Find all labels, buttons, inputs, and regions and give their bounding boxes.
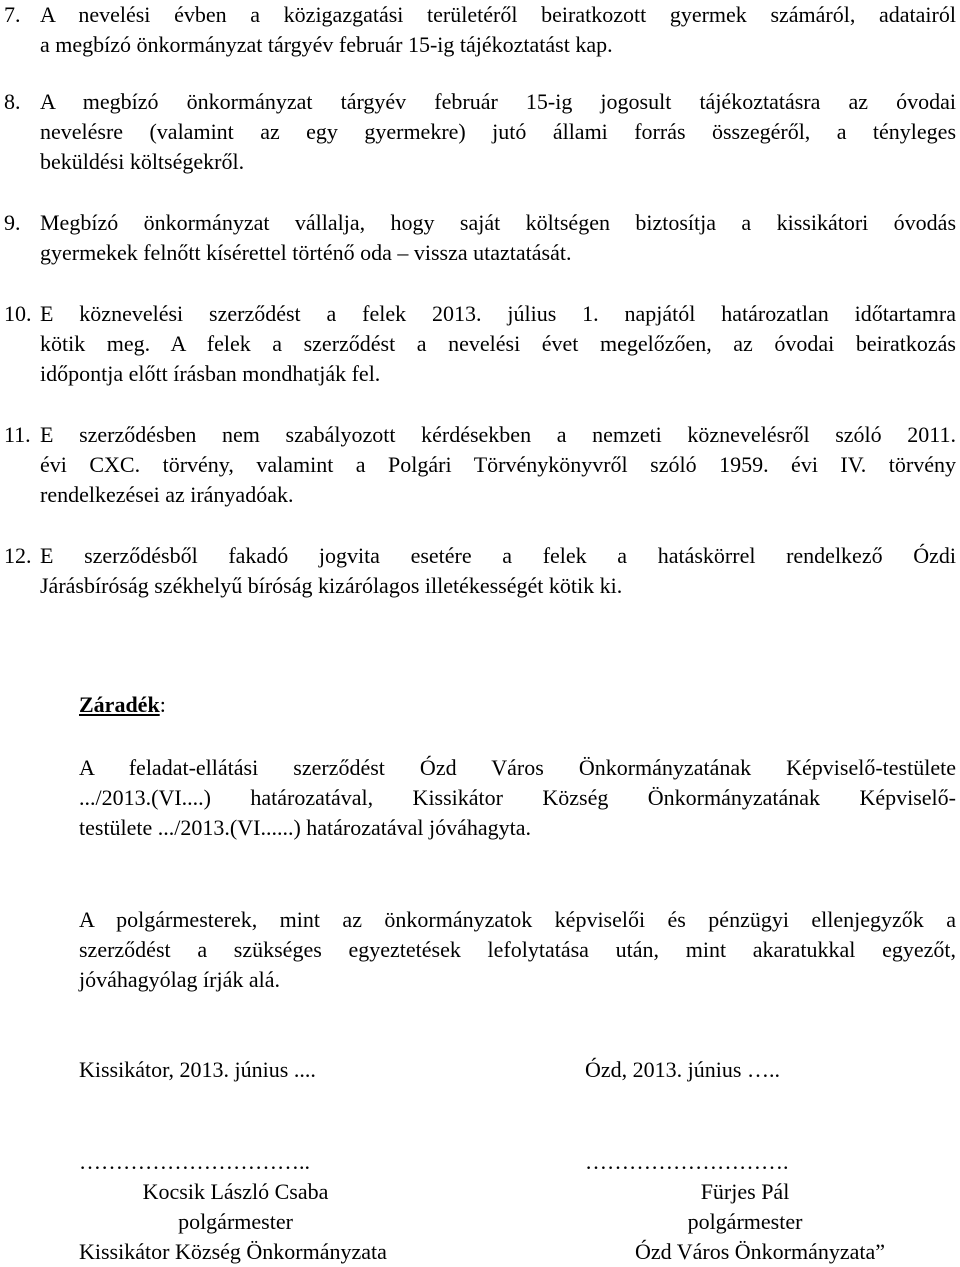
signature-line: ………………………….. — [79, 1149, 310, 1174]
clause-line: beküldési költségekről. — [40, 149, 245, 174]
clause-line: gyermekek felnőtt kísérettel történő oda – vissza utaztatását. — [40, 240, 572, 265]
place-date: Ózd, 2013. június ….. — [585, 1057, 780, 1082]
heading-colon: : — [159, 692, 166, 717]
clause-line: Megbízó önkormányzat vállalja, hogy saját költségen biztosítja a kissikátori óvodás — [40, 210, 956, 235]
approval-paragraph — [79, 753, 956, 843]
left-place-date — [79, 1055, 439, 1085]
paragraph-line: jóváhagyólag írják alá. — [79, 967, 280, 992]
clause-line: időpontja előtt írásban mondhatják fel. — [40, 361, 381, 386]
clause-line: rendelkezései az irányadóak. — [40, 482, 294, 507]
clause-line: A nevelési évben a közigazgatási területéről beiratkozott gyermek számáról, adatairól — [40, 2, 956, 27]
clause-line: nevelésre (valamint az egy gyermekre) jutó állami forrás összegéről, a tényleges — [40, 119, 956, 144]
clause-text — [40, 541, 956, 601]
place-date: Kissikátor, 2013. június .... — [79, 1057, 316, 1082]
clause-number: 9. — [4, 210, 21, 235]
clause-number: 10. — [4, 301, 32, 326]
clause-line: E szerződésből fakadó jogvita esetére a felek a hatáskörrel rendelkező Ózdi — [40, 543, 956, 568]
clause-line: Járásbíróság székhelyű bíróság kizárólagos illetékességét kötik ki. — [40, 573, 623, 598]
clause-text — [40, 87, 956, 177]
clause-line: a megbízó önkormányzat tárgyév február 15-ig tájékoztatást kap. — [40, 32, 613, 57]
signer-name: Kocsik László Csaba — [142, 1179, 329, 1204]
signing-paragraph — [79, 905, 956, 995]
paragraph-line: A feladat-ellátási szerződést Ózd Város Önkormányzatának Képviselő-testülete — [79, 755, 956, 780]
clause-heading — [79, 690, 166, 720]
clause-number: 11. — [4, 422, 31, 447]
signer-role: polgármester — [178, 1209, 293, 1234]
paragraph-line: testülete .../2013.(VI......) határozatával jóváhagyta. — [79, 815, 532, 840]
clause-line: évi CXC. törvény, valamint a Polgári Törvénykönyvről szóló 1959. évi IV. törvény — [40, 452, 956, 477]
signature-line: ………………………. — [585, 1149, 789, 1174]
paragraph-line: .../2013.(VI....) határozatával, Kissikátor Község Önkormányzatának Képviselő- — [79, 785, 956, 810]
clause-number: 8. — [4, 89, 21, 114]
right-place-date — [585, 1055, 955, 1085]
clause-line: E köznevelési szerződést a felek 2013. július 1. napjától határozatlan időtartamra — [40, 301, 956, 326]
signer-name: Fürjes Pál — [700, 1179, 790, 1204]
left-signature-block — [79, 1147, 439, 1267]
clause-line: kötik meg. A felek a szerződést a nevelési évet megelőzően, az óvodai beiratkozás — [40, 331, 956, 356]
clause-text — [40, 299, 956, 389]
paragraph-line: A polgármesterek, mint az önkormányzatok képviselői és pénzügyi ellenjegyzők a — [79, 907, 956, 932]
signer-organization: Ózd Város Önkormányzata” — [635, 1239, 886, 1264]
signer-role: polgármester — [687, 1209, 803, 1234]
clause-line: A megbízó önkormányzat tárgyév február 15-ig jogosult tájékoztatásra az óvodai — [40, 89, 956, 114]
clause-text — [40, 420, 956, 510]
clause-text — [40, 208, 956, 268]
heading-text: Záradék — [79, 692, 160, 717]
signer-organization: Kissikátor Község Önkormányzata — [79, 1239, 387, 1264]
paragraph-line: szerződést a szükséges egyeztetések lefolytatása után, mint akaratukkal egyezőt, — [79, 937, 956, 962]
clause-number: 12. — [4, 543, 32, 568]
clause-number: 7. — [4, 2, 21, 27]
clause-text — [40, 0, 956, 60]
right-signature-block — [585, 1147, 955, 1267]
clause-line: E szerződésben nem szabályozott kérdésekben a nemzeti köznevelésről szóló 2011. — [40, 422, 956, 447]
